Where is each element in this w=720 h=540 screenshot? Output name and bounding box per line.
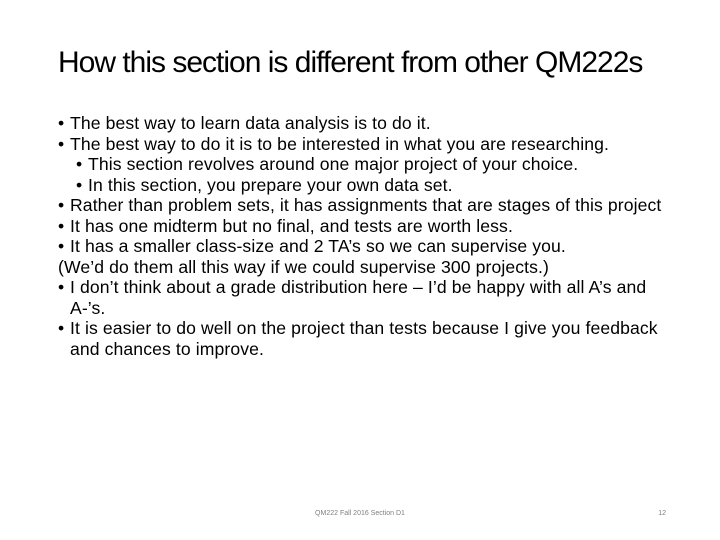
bullet-item <box>58 236 680 257</box>
sub-bullet-item <box>76 175 680 196</box>
bullet-text: The best way to do it is to be interested in what you are researching. <box>70 133 610 154</box>
bullet-icon: • <box>58 195 65 215</box>
bullet-item <box>58 134 680 155</box>
bullet-icon: • <box>58 215 65 236</box>
bullet-icon: • <box>58 113 65 133</box>
bullet-item <box>58 277 680 318</box>
slide-number: 12 <box>658 510 666 517</box>
sub-bullet-item <box>76 154 680 175</box>
bullet-item <box>58 195 680 216</box>
bullet-text: This section revolves around one major project of your choice. <box>88 154 579 174</box>
bullet-item <box>58 216 680 237</box>
footer-course-label: QM222 Fall 2016 Section D1 <box>315 510 405 517</box>
bullet-icon: • <box>58 236 65 256</box>
bullet-text: It has one midterm but no final, and tests are worth less. <box>70 215 513 236</box>
bullet-icon: • <box>76 154 83 174</box>
bullet-item <box>58 113 680 134</box>
slide-body <box>58 113 680 359</box>
bullet-text: It has a smaller class-size and 2 TA’s so we can supervise you. <box>70 236 566 256</box>
bullet-text: The best way to learn data analysis is to do it. <box>70 113 431 133</box>
slide-title: How this section is different from other QM222s <box>58 46 643 79</box>
bullet-icon: • <box>58 318 65 338</box>
bullet-text: In this section, you prepare your own data set. <box>88 174 453 195</box>
bullet-text: I don’t think about a grade distribution here – I’d be happy with all A’s and A-’s. <box>70 277 647 318</box>
bullet-icon: • <box>58 133 65 154</box>
note-text: (We’d do them all this way if we could supervise 300 projects.) <box>58 256 549 277</box>
bullet-text: Rather than problem sets, it has assignments that are stages of this project <box>70 195 662 215</box>
bullet-icon: • <box>76 174 83 195</box>
bullet-icon: • <box>58 277 65 297</box>
bullet-item <box>58 318 680 359</box>
note-line <box>58 257 680 278</box>
bullet-text: It is easier to do well on the project than tests because I give you feedback and chances to improve. <box>70 318 658 359</box>
